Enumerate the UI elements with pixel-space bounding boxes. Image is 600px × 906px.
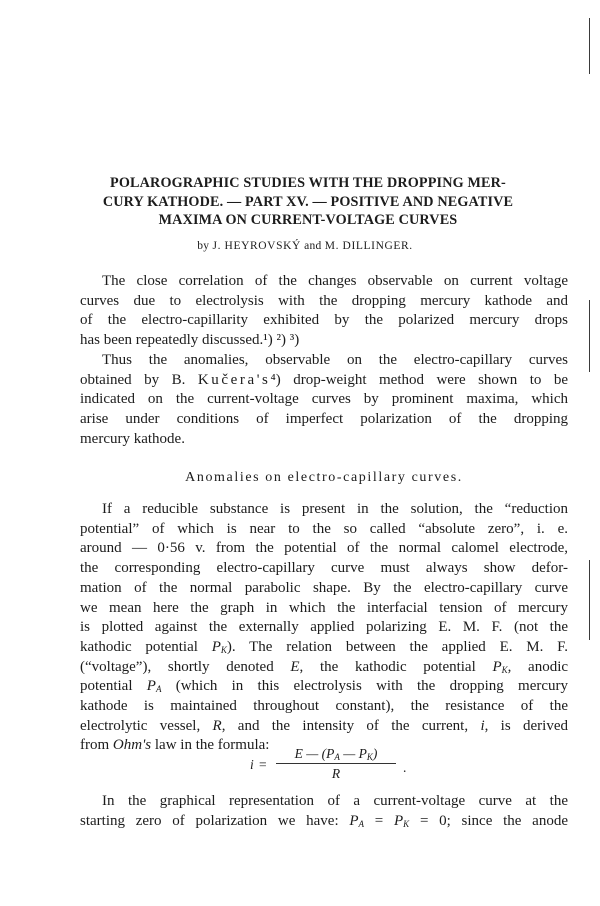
body-paragraph: [80, 792, 568, 831]
symbol-subscript: K: [220, 644, 227, 655]
text-line: kathode is maintained throughout constant), the resistance of the: [80, 698, 568, 715]
byline-and: and: [304, 240, 322, 252]
text-line: Thus the anomalies, observable on the electro-capillary curves: [102, 352, 568, 368]
text-span: ⁴) drop-weight method were shown to be: [270, 371, 569, 388]
text-line: mation of the normal parabolic shape. By the electro-capillary curve: [80, 579, 568, 596]
section-heading: Anomalies on electro-capillary curves.: [185, 470, 463, 485]
symbol: E: [290, 658, 300, 675]
text-line: [80, 371, 568, 391]
text-span: — P: [339, 746, 367, 761]
text-line: The close correlation of the changes observable on current voltage: [102, 273, 568, 289]
text-line: In the graphical representation of a current-voltage curve at the: [102, 793, 568, 809]
margin-rule: [589, 560, 590, 640]
text-span: E — (P: [294, 746, 335, 761]
fraction-bar: [276, 763, 396, 764]
text-line: arise under conditions of imperfect polarization of the dropping: [80, 411, 568, 428]
symbol: P: [349, 812, 359, 829]
intro-paragraph: [80, 272, 568, 351]
formula-period: .: [403, 760, 407, 775]
author-name: M. DILLINGER.: [324, 240, 413, 252]
text-line: starting zero of polarization we have: $P_A = P_K = 0$; since the anode: [80, 812, 568, 829]
ohm-formula: [250, 746, 420, 786]
text-span: ): [372, 746, 378, 761]
text-line: indicated on the current-voltage curves by prominent maxima, which: [80, 391, 568, 408]
margin-rule: [589, 18, 590, 74]
author-name: J. HEYROVSKÝ: [212, 240, 301, 252]
text-span: law in the formula:: [154, 737, 270, 754]
text-line: [80, 677, 568, 697]
text-line: has been repeatedly discussed.¹) ²) ³): [80, 332, 300, 349]
text-span: ). The relation between the applied E. M. F.: [226, 638, 569, 655]
formula-lhs: i: [250, 757, 254, 772]
text-line: [80, 638, 568, 658]
symbol: P: [211, 638, 221, 655]
text-span: (which in this electrolysis with the dropping mercury: [175, 678, 568, 695]
symbol: i: [480, 717, 485, 734]
cited-name: Ohm's: [112, 737, 152, 754]
text-span: starting zero of polarization we have:: [80, 812, 339, 829]
intro-paragraph: [80, 351, 568, 450]
title-line: MAXIMA ON CURRENT-VOLTAGE CURVES: [158, 212, 458, 228]
text-line: the corresponding electro-capillary curve must always show defor-: [80, 560, 568, 577]
text-span: (“voltage”), shortly denoted: [80, 658, 274, 675]
text-span: , and the intensity of the current,: [221, 717, 469, 734]
margin-rule: [589, 300, 590, 372]
text-line: mercury kathode.: [80, 430, 185, 447]
symbol-subscript: K: [403, 818, 410, 829]
text-line: of the electro-capillarity exhibited by the polarized mercury drops: [80, 312, 568, 329]
text-line: [80, 658, 568, 678]
text-span: , the kathodic potential: [299, 658, 476, 675]
symbol: R: [212, 717, 222, 734]
author-byline: [80, 240, 530, 252]
formula-subscript: A: [334, 752, 340, 762]
symbol-subscript: K: [501, 664, 508, 675]
symbol: P: [146, 678, 156, 695]
symbol-subscript: A: [155, 684, 162, 695]
body-paragraph: [80, 500, 568, 756]
paper-title: [78, 174, 538, 230]
text-line: around — 0·56 v. from the potential of the normal calomel electrode,: [80, 540, 568, 557]
text-span: kathodic potential: [80, 638, 198, 655]
text-line: potential” of which is near to the so called “absolute zero”, i. e.: [80, 520, 568, 537]
symbol: P: [492, 658, 502, 675]
text-line: we mean here the graph in which the interfacial tension of mercury: [80, 599, 568, 616]
title-line: POLAROGRAPHIC STUDIES WITH THE DROPPING MER-: [110, 175, 506, 191]
text-span: = 0; since the anode: [419, 812, 568, 829]
text-span: , is derived: [484, 717, 568, 734]
text-span: , anodic: [507, 658, 569, 675]
text-span: obtained by B.: [80, 371, 186, 388]
symbol-subscript: A: [358, 818, 365, 829]
text-span: electrolytic vessel,: [80, 717, 201, 734]
formula-denominator: R: [331, 766, 341, 781]
byline-by: by: [197, 240, 210, 252]
text-line: If a reducible substance is present in the solution, the “reduction: [102, 501, 568, 517]
formula-equals: =: [259, 757, 267, 772]
text-span: potential: [80, 678, 133, 695]
formula-numerator: [276, 746, 396, 762]
formula-subscript: K: [366, 752, 373, 762]
text-line: [80, 717, 568, 737]
text-span: from: [80, 737, 110, 754]
text-line: curves due to electrolysis with the dropping mercury kathode and: [80, 292, 568, 309]
title-line: CURY KATHODE. — PART XV. — POSITIVE AND NEGATIVE: [102, 193, 514, 210]
symbol: P: [394, 812, 404, 829]
text-line: is plotted against the externally applied polarizing E. M. F. (not the: [80, 619, 568, 636]
cited-author: Kučera's: [197, 371, 271, 388]
